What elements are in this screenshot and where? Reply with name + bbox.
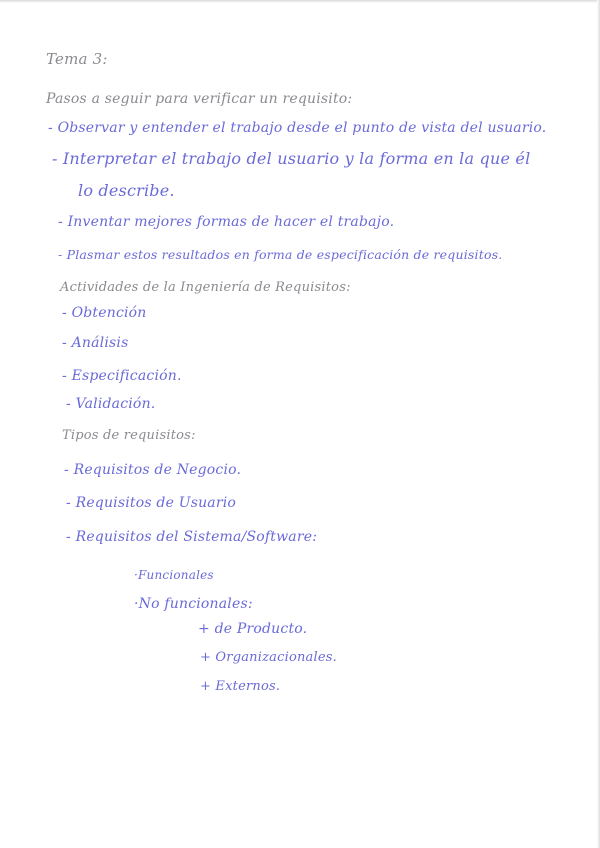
step-item: - Observar y entender el trabajo desde el punto de vista del usuario. [48,120,547,136]
step-item: - Inventar mejores formas de hacer el trabajo. [58,214,395,230]
step-item-continuation: lo describe. [78,181,175,200]
type-item: - Requisitos de Usuario [66,495,237,511]
page-top-edge [0,0,600,3]
intro-line: Pasos a seguir para verificar un requisito: [46,91,353,107]
activity-item: - Análisis [62,335,129,351]
activity-item: - Validación. [66,396,156,412]
nonfunctional-item: + de Producto. [198,621,308,637]
subtype-item: ·Funcionales [134,568,214,582]
type-item: - Requisitos del Sistema/Software: [66,529,318,545]
types-heading: Tipos de requisitos: [62,428,196,443]
activity-item: - Obtención [62,305,147,321]
step-item: - Plasmar estos resultados en forma de especificación de requisitos. [58,247,503,262]
type-item: - Requisitos de Negocio. [64,462,242,478]
page-heading: Tema 3: [46,50,108,68]
nonfunctional-item: + Externos. [200,679,281,694]
subtype-item: ·No funcionales: [134,596,253,612]
activity-item: - Especificación. [62,368,182,384]
activities-heading: Actividades de la Ingeniería de Requisitos: [60,280,351,295]
step-item: - Interpretar el trabajo del usuario y la forma en la que él [52,149,531,168]
nonfunctional-item: + Organizacionales. [200,650,337,665]
